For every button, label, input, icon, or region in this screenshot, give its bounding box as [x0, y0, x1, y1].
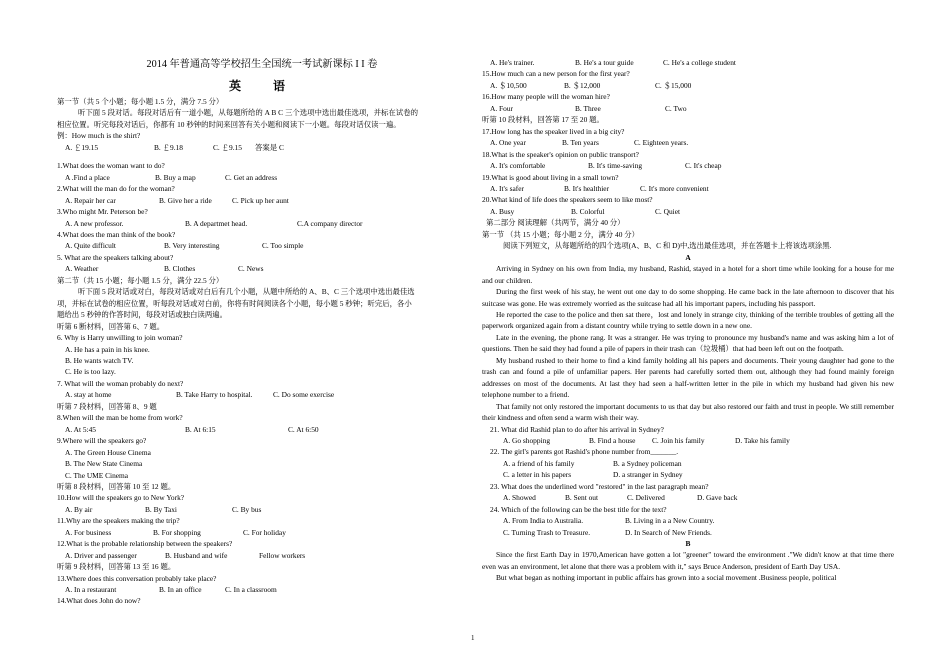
- left-column: [57, 57, 467, 607]
- question: 6. Why is Harry unwilling to join woman?: [57, 333, 183, 343]
- question: 17.How long has the speaker lived in a big city?: [482, 126, 625, 136]
- question: 10.How will the speakers go to New York?: [57, 493, 185, 503]
- section2-heading: 第二节（共 15 小题；每小题 1.5 分，满分 22.5 分）: [57, 275, 224, 285]
- subject-heading: 英 语: [228, 79, 295, 93]
- options: A. From India to Australia. B. Living in a a New Country.: [503, 516, 715, 526]
- material-note: 听第 9 段材料，回答第 13 至 16 题。: [57, 562, 176, 572]
- passage-a-label: A: [685, 252, 691, 262]
- passage-paragraph: Arriving in Sydney on his own from India, my husband, Rashid, stayed in a hotel for a short time while looking for a house for me and our children.: [482, 264, 894, 285]
- options: A. Busy B. Colorful C. Quiet: [490, 206, 681, 216]
- options: A. ＄10,500 B. ＄12,000 C. ＄15,000: [490, 80, 692, 90]
- options: A. Four B. Three C. Two: [490, 103, 687, 113]
- options: A. Weather B. Clothes C. News: [65, 264, 264, 274]
- section1-heading: 第一节（共 5 个小题；每小题 1.5 分，满分 7.5 分）: [57, 97, 224, 106]
- question: 4.What does the man think of the book?: [57, 229, 176, 239]
- exam-title: 2014 年普通高等学校招生全国统一考试新课标 I I 卷: [146, 59, 378, 70]
- material-note: 听第 6 断材料，回答第 6、7 题。: [57, 321, 165, 331]
- reading-instruction: 阅读下列短文，从每题所给的四个选项(A、B、C 和 D)中,选出最佳选项，并在答题卡上将该选项涂黑.: [503, 241, 832, 251]
- question: 13.Where does this conversation probably take place?: [57, 573, 217, 583]
- options: A. stay at home B. Take Harry to hospital. C. Do some exercise: [65, 390, 335, 400]
- options: A. Driver and passenger B. Husband and wife Fellow workers: [65, 550, 306, 560]
- section1-instruction: 听下面 5 段对话。每段对话后有一道小题，从每题所给的 A B C 三个选项中选出最佳选项，并标在试卷的: [78, 108, 418, 118]
- example-question: 例：How much is the shirt?: [57, 131, 141, 141]
- question: 16.How many people will the woman hire?: [482, 92, 610, 102]
- options: A. It's comfortable B. It's time-saving C. It's cheap: [490, 161, 722, 171]
- question: 24. Which of the following can be the best title for the text?: [490, 504, 667, 514]
- options: A. a friend of his family B. a Sydney policeman: [503, 458, 682, 468]
- question: 23. What does the underlined word "restored" in the last paragraph mean?: [490, 481, 709, 491]
- question: 5. What are the speakers talking about?: [57, 252, 174, 262]
- passage-paragraph: My husband rushed to their home to find a kind family holding all his papers and documents. Their young daughter had gone to the trash can and found a pile of unfamiliar papers. Her parents had carefully sorted them out, although they had found mainly foreign addresses on most of the documents. At last they had seen a half-written letter in the pile in which my husband had given his new telephone number to a friend.: [482, 355, 894, 400]
- question: 1.What does the woman want to do?: [57, 161, 165, 171]
- page-number: 1: [471, 634, 475, 642]
- options: A. Go shopping B. Find a house C. Join his family D. Take his family: [503, 435, 790, 445]
- passage-paragraph: Since the first Earth Day in 1970,American have gotten a lot "greener" toward the environment ."We didn't know at that time there even was an environment, let alone that there was a problem with it," says Bruce Anderson, president of Earth Day USA.: [482, 550, 894, 571]
- question: 15.How much can a new person for the first year?: [482, 69, 630, 79]
- passage-paragraph: But what began as nothing important in public affairs has grown into a social movement .Business people, political: [496, 573, 837, 583]
- question: 22. The girl's parents got Rashid's phone number from_______.: [490, 447, 679, 457]
- options: A. In a restaurant B. In an office C. In a classroom: [65, 585, 277, 595]
- options: A. A new professor. B. A departmet head. C.A company director: [65, 218, 363, 228]
- options: A. Repair her car B. Give her a ride C. Pick up her aunt: [65, 195, 289, 205]
- material-note: 听第 10 段材料，回答第 17 至 20 题。: [482, 115, 604, 125]
- option: C. The UME Cinema: [65, 470, 129, 480]
- example-options: A. ￡19.15 B. ￡9.18 C. ￡9.15 答案是 C: [65, 142, 284, 152]
- part2-heading: 第二部分 阅读理解（共两节，满分 40 分）: [486, 218, 625, 228]
- section2-instruction: 项，并标在试卷的相应位置，听每段对话或对白前，你将有时间阅读各个小题，每小题 5 秒钟；听完后，各小: [57, 298, 412, 308]
- options: C. a letter in his papers D. a stranger in Sydney: [503, 470, 683, 480]
- question: 20.What kind of life does the speakers seem to like most?: [482, 195, 653, 205]
- passage-paragraph: Late in the evening, the phone rang. It was a stranger. He was trying to pronounce my husband's name and was asking him a lot of questions. Then he said they had found a pile of papers in their trash can（垃圾桶）that had been left out on the footpath.: [482, 332, 894, 354]
- options: A. It's safer B. It's healthier C. It's more convenient: [490, 183, 709, 193]
- question: 21. What did Rashid plan to do after his arrival in Sydney?: [490, 424, 664, 434]
- options: A. One year B. Ten years C. Eighteen years.: [490, 138, 689, 148]
- question: 7. What will the woman probably do next?: [57, 378, 184, 388]
- question: 12.What is the probable relationship between the speakers?: [57, 539, 233, 549]
- question: 18.What is the speaker's opinion on public transport?: [482, 149, 639, 159]
- passage-paragraph: He reported the case to the police and then sat there，lost and lonely in strange city, thinking of the terrible troubles of getting all the paperwork organized again from a distant country while trying to settle down in a new one.: [482, 309, 894, 331]
- question: 2.What will the man do for the woman?: [57, 184, 175, 194]
- section2-instruction: 题给出 5 秒钟的作答时间，每段对话或独白读两遍。: [57, 310, 227, 320]
- option: A. He has a pain in his knee.: [65, 344, 150, 354]
- option: B. He wants watch TV.: [65, 355, 134, 365]
- part2-section1-heading: 第一节 （共 15 小题；每小题 2 分，满分 40 分）: [482, 229, 640, 239]
- options: C. Turning Trash to Treasure. D. In Search of New Friends.: [503, 527, 712, 537]
- passage-paragraph: During the first week of his stay, he went out one day to do some shopping. He came back in the late afternoon to discover that his suitcase was gone. He was extremely worried as the suitcase had all his important papers, including his passport.: [482, 287, 894, 308]
- options: A. Quite difficult B. Very interesting C. Too simple: [65, 241, 304, 251]
- options: A. At 5:45 B. At 6:15 C. At 6:50: [65, 424, 319, 434]
- options: A. For business B. For shopping C. For holiday: [65, 527, 286, 537]
- right-column: [482, 57, 894, 584]
- question: 11.Why are the speakers making the trip?: [57, 516, 180, 526]
- passage-b-label: B: [685, 539, 691, 549]
- option: B. The New State Cinema: [65, 459, 143, 469]
- question: 9.Where will the speakers go?: [57, 436, 147, 446]
- question: 8.When will the man be home from work?: [57, 413, 183, 423]
- section2-instruction: 听下面 5 段对话或对白，每段对话或对白后有几个小题，从题中所给的 A、B、C 三个选项中选出最佳选: [78, 287, 415, 297]
- material-note: 听第 7 段材料，回答第 8、9 题: [57, 401, 157, 411]
- options: A .Find a place B. Buy a map C. Get an address: [65, 172, 278, 182]
- options: A. Showed B. Sent out C. Delivered D. Gave back: [503, 493, 738, 503]
- question: 19.What is good about living in a small town?: [482, 172, 619, 182]
- passage-paragraph: That family not only restored the important documents to us that day but also restored our faith and trust in people. We still remember their kindness and often send a warm wish their way.: [482, 401, 894, 423]
- options: A. By air B. By Taxi C. By bus: [65, 504, 262, 514]
- question: 3.Who might Mr. Peterson be?: [57, 207, 148, 217]
- material-note: 听第 8 段材料，回答第 10 至 12 题。: [57, 481, 176, 491]
- section1-instruction: 相应位置。听完每段对话后，你都有 10 秒钟的时间来回答有关小题和阅读下一小题。每段对话仅读一遍。: [57, 119, 401, 129]
- option: A. The Green House Cinema: [65, 447, 151, 457]
- option: C. He is too lazy.: [65, 367, 116, 377]
- question: 14.What does John do now?: [57, 596, 141, 606]
- options: A. He's trainer. B. He's a tour guide C. He's a college student: [490, 58, 736, 67]
